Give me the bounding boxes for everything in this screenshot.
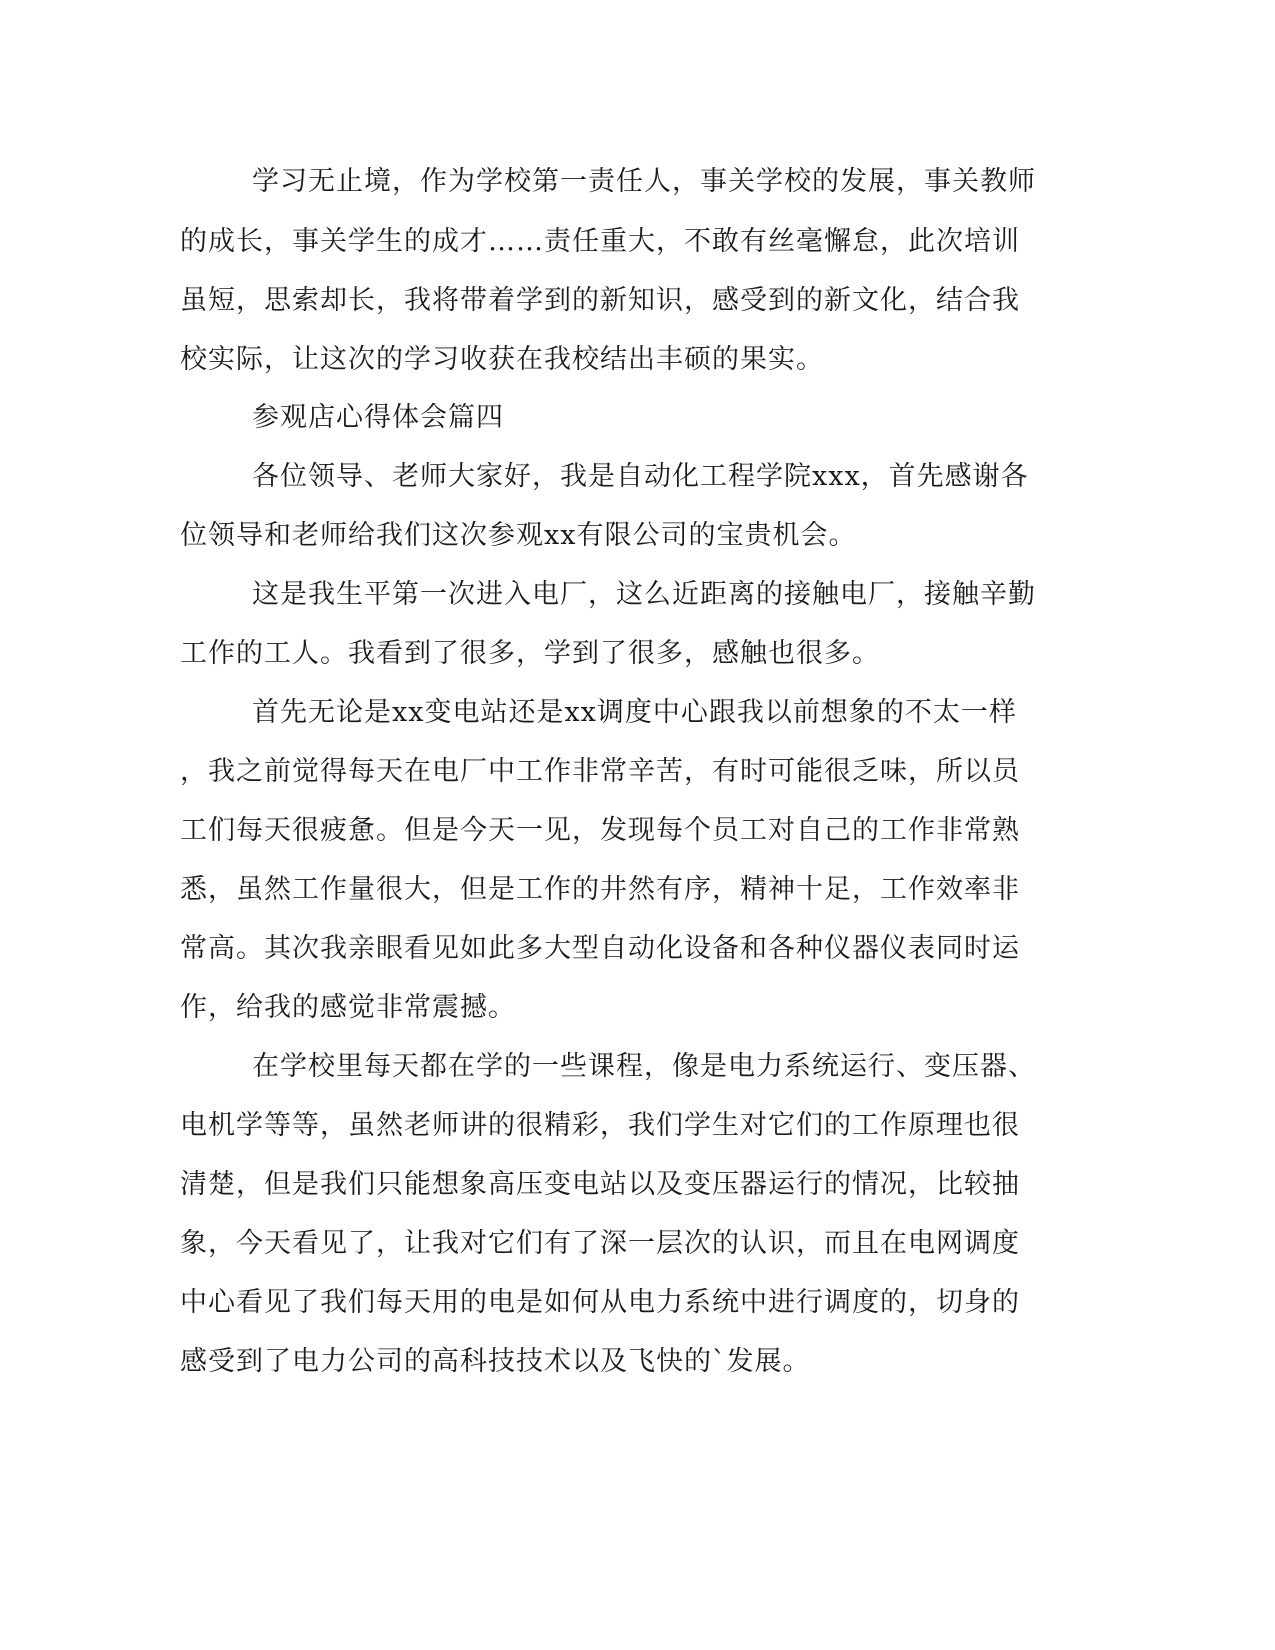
paragraph-line: 象，今天看见了，让我对它们有了深一层次的认识，而且在电网调度 <box>180 1228 1020 1259</box>
paragraph-line: 这是我生平第一次进入电厂，这么近距离的接触电厂，接触辛勤 <box>252 579 1036 610</box>
paragraph-line: 在学校里每天都在学的一些课程，像是电力系统运行、变压器、 <box>252 1051 1036 1082</box>
paragraph-line: 各位领导、老师大家好，我是自动化工程学院xxx，首先感谢各 <box>252 461 1029 492</box>
paragraph-line: 位领导和老师给我们这次参观xx有限公司的宝贵机会。 <box>180 520 857 551</box>
paragraph-line: 感受到了电力公司的高科技技术以及飞快的`发展。 <box>180 1346 811 1377</box>
paragraph-line: 作，给我的感觉非常震撼。 <box>180 992 516 1023</box>
paragraph-line: 虽短，思索却长，我将带着学到的新知识，感受到的新文化，结合我 <box>180 285 1020 316</box>
paragraph-line: 悉，虽然工作量很大，但是工作的井然有序，精神十足，工作效率非 <box>180 874 1020 905</box>
paragraph-line: ，我之前觉得每天在电厂中工作非常辛苦，有时可能很乏味，所以员 <box>180 756 1020 787</box>
paragraph-line: 清楚，但是我们只能想象高压变电站以及变压器运行的情况，比较抽 <box>180 1169 1020 1200</box>
paragraph-line: 工作的工人。我看到了很多，学到了很多，感触也很多。 <box>180 638 880 669</box>
paragraph-line: 工们每天很疲惫。但是今天一见，发现每个员工对自己的工作非常熟 <box>180 815 1020 846</box>
paragraph-line: 电机学等等，虽然老师讲的很精彩，我们学生对它们的工作原理也很 <box>180 1110 1020 1141</box>
paragraph-line: 常高。其次我亲眼看见如此多大型自动化设备和各种仪器仪表同时运 <box>180 933 1020 964</box>
section-heading: 参观店心得体会篇四 <box>252 402 504 433</box>
paragraph-line: 校实际，让这次的学习收获在我校结出丰硕的果实。 <box>180 344 824 375</box>
paragraph-line: 的成长，事关学生的成才……责任重大，不敢有丝毫懈怠，此次培训 <box>180 226 1020 257</box>
paragraph-line: 学习无止境，作为学校第一责任人，事关学校的发展，事关教师 <box>252 166 1036 197</box>
paragraph-line: 中心看见了我们每天用的电是如何从电力系统中进行调度的，切身的 <box>180 1287 1020 1318</box>
paragraph-line: 首先无论是xx变电站还是xx调度中心跟我以前想象的不太一样 <box>252 697 1017 728</box>
